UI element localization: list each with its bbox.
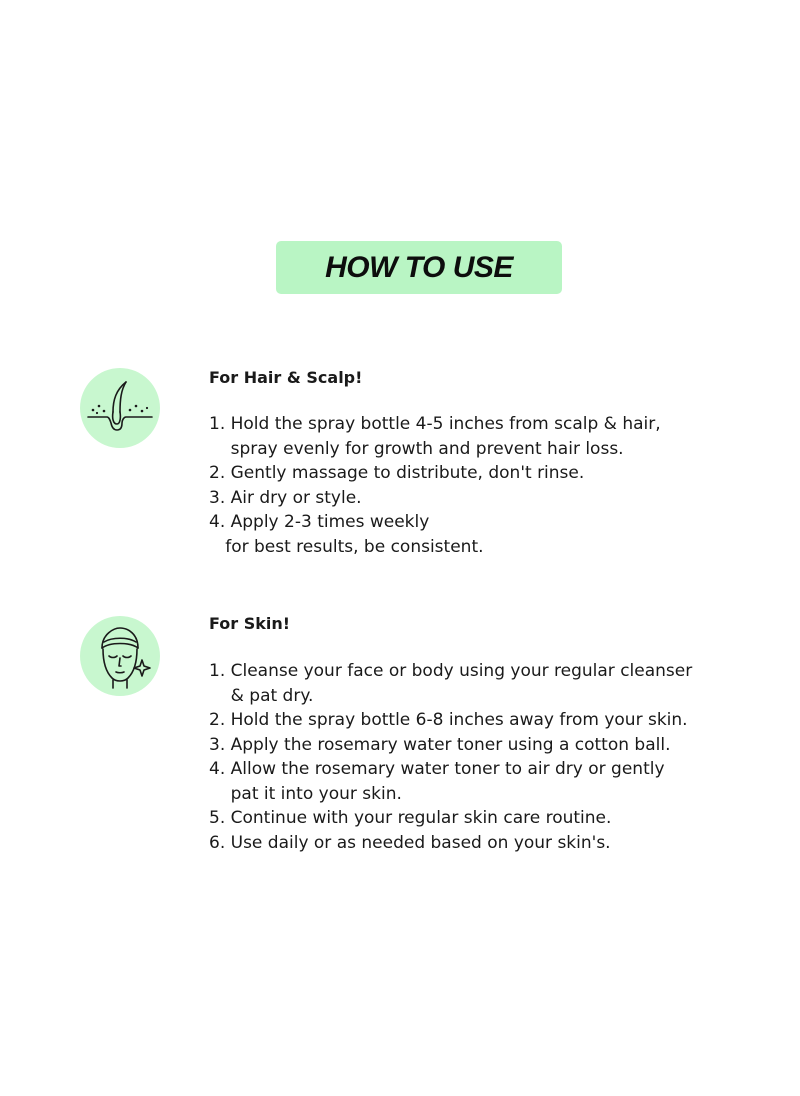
list-item: & pat dry. bbox=[209, 685, 314, 706]
list-item: 5. Continue with your regular skin care routine. bbox=[209, 808, 612, 828]
face-skin-icon bbox=[80, 616, 160, 696]
list-item: 4. Allow the rosemary water toner to air dry or gently bbox=[209, 759, 665, 779]
list-item: 3. Apply the rosemary water toner using a cotton ball. bbox=[209, 734, 671, 755]
section-heading: For Hair & Scalp! bbox=[209, 368, 363, 387]
list-item: 2. Hold the spray bottle 6-8 inches away from your skin. bbox=[209, 710, 688, 730]
hair-steps-list bbox=[209, 412, 769, 559]
skin-steps-list bbox=[209, 659, 769, 855]
list-item: 6. Use daily or as needed based on your skin's. bbox=[209, 832, 611, 853]
list-item: 1. Cleanse your face or body using your regular cleanser bbox=[209, 661, 693, 681]
skin-section bbox=[209, 612, 769, 855]
section-heading: For Skin! bbox=[209, 614, 291, 633]
list-item: 1. Hold the spray bottle 4-5 inches from scalp & hair, bbox=[209, 414, 661, 434]
list-item: 3. Air dry or style. bbox=[209, 487, 362, 508]
page-title: HOW TO USE bbox=[325, 250, 513, 284]
hair-scalp-section bbox=[209, 366, 769, 559]
list-item: spray evenly for growth and prevent hair loss. bbox=[209, 438, 624, 459]
hair-follicle-icon bbox=[80, 368, 160, 448]
title-banner bbox=[276, 241, 562, 294]
list-item: pat it into your skin. bbox=[209, 783, 402, 804]
list-item: 4. Apply 2-3 times weekly bbox=[209, 512, 430, 532]
list-item: for best results, be consistent. bbox=[209, 536, 484, 557]
list-item: 2. Gently massage to distribute, don't rinse. bbox=[209, 463, 585, 483]
